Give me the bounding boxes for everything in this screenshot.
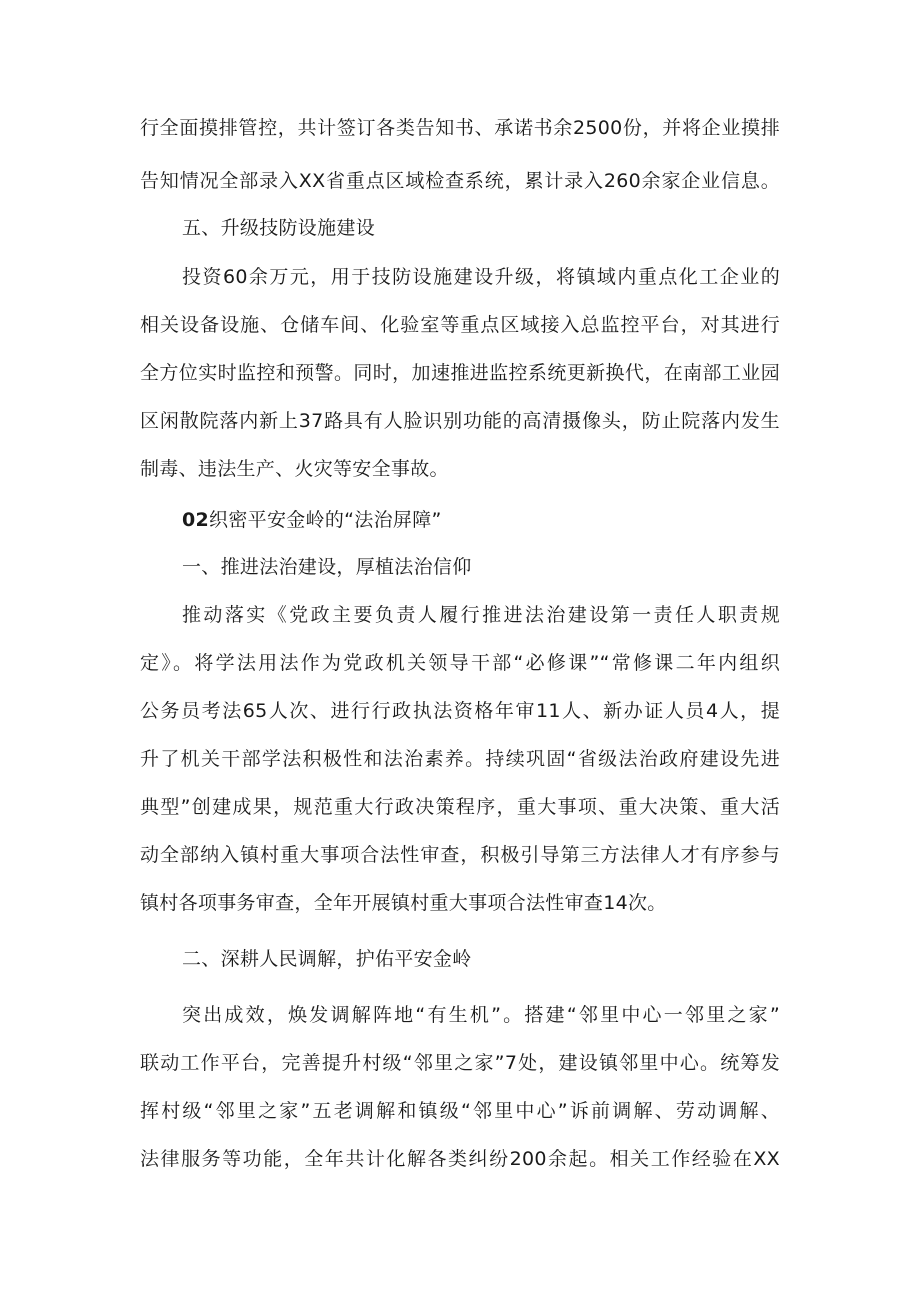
chapter-number: 02 — [182, 509, 210, 531]
section-heading: 一、推进法治建设，厚植法治信仰 — [182, 556, 472, 578]
paragraph-first-line: 投资60余万元，用于技防设施建设升级，将镇域内重点化工企业的 — [182, 266, 780, 288]
body-line: 典型”创建成果，规范重大行政决策程序，重大事项、重大决策、重大活 — [140, 796, 780, 818]
body-line: 联动工作平台，完善提升村级“邻里之家”7处，建设镇邻里中心。统筹发 — [140, 1052, 780, 1074]
body-line: 制毒、违法生产、火灾等安全事故。 — [140, 458, 449, 480]
paragraph-first-line: 突出成效，焕发调解阵地“有生机”。搭建“邻里中心一邻里之家” — [182, 1004, 780, 1026]
body-line: 法律服务等功能，全年共计化解各类纠纷200余起。相关工作经验在XX — [140, 1148, 780, 1170]
chapter-title: 织密平安金岭的“法治屏障” — [209, 509, 442, 531]
paragraph-first-line: 推动落实《党政主要负责人履行推进法治建设第一责任人职责规 — [182, 604, 780, 626]
section-heading: 二、深耕人民调解，护佑平安金岭 — [182, 948, 472, 970]
body-line: 公务员考法65人次、进行行政执法资格年审11人、新办证人员4人，提 — [140, 700, 780, 722]
body-line: 相关设备设施、仓储车间、化验室等重点区域接入总监控平台，对其进行 — [140, 314, 780, 336]
chapter-heading — [182, 505, 822, 535]
body-line: 挥村级“邻里之家”五老调解和镇级“邻里中心”诉前调解、劳动调解、 — [140, 1100, 780, 1122]
body-line: 行全面摸排管控，共计签订各类告知书、承诺书余2500份，并将企业摸排 — [140, 117, 780, 139]
body-line: 区闲散院落内新上37路具有人脸识别功能的高清摄像头，防止院落内发生 — [140, 410, 780, 432]
body-line: 镇村各项事务审查，全年开展镇村重大事项合法性审查14次。 — [140, 892, 667, 914]
body-line: 告知情况全部录入XX省重点区域检查系统，累计录入260余家企业信息。 — [140, 170, 780, 192]
body-line: 定》。将学法用法作为党政机关领导干部“必修课”“常修课二年内组织 — [140, 652, 780, 674]
section-heading: 五、升级技防设施建设 — [182, 217, 376, 239]
body-line: 全方位实时监控和预警。同时，加速推进监控系统更新换代，在南部工业园 — [140, 362, 780, 384]
body-line: 升了机关干部学法积极性和法治素养。持续巩固“省级法治政府建设先进 — [140, 748, 780, 770]
body-line: 动全部纳入镇村重大事项合法性审查，积极引导第三方法律人才有序参与 — [140, 844, 780, 866]
